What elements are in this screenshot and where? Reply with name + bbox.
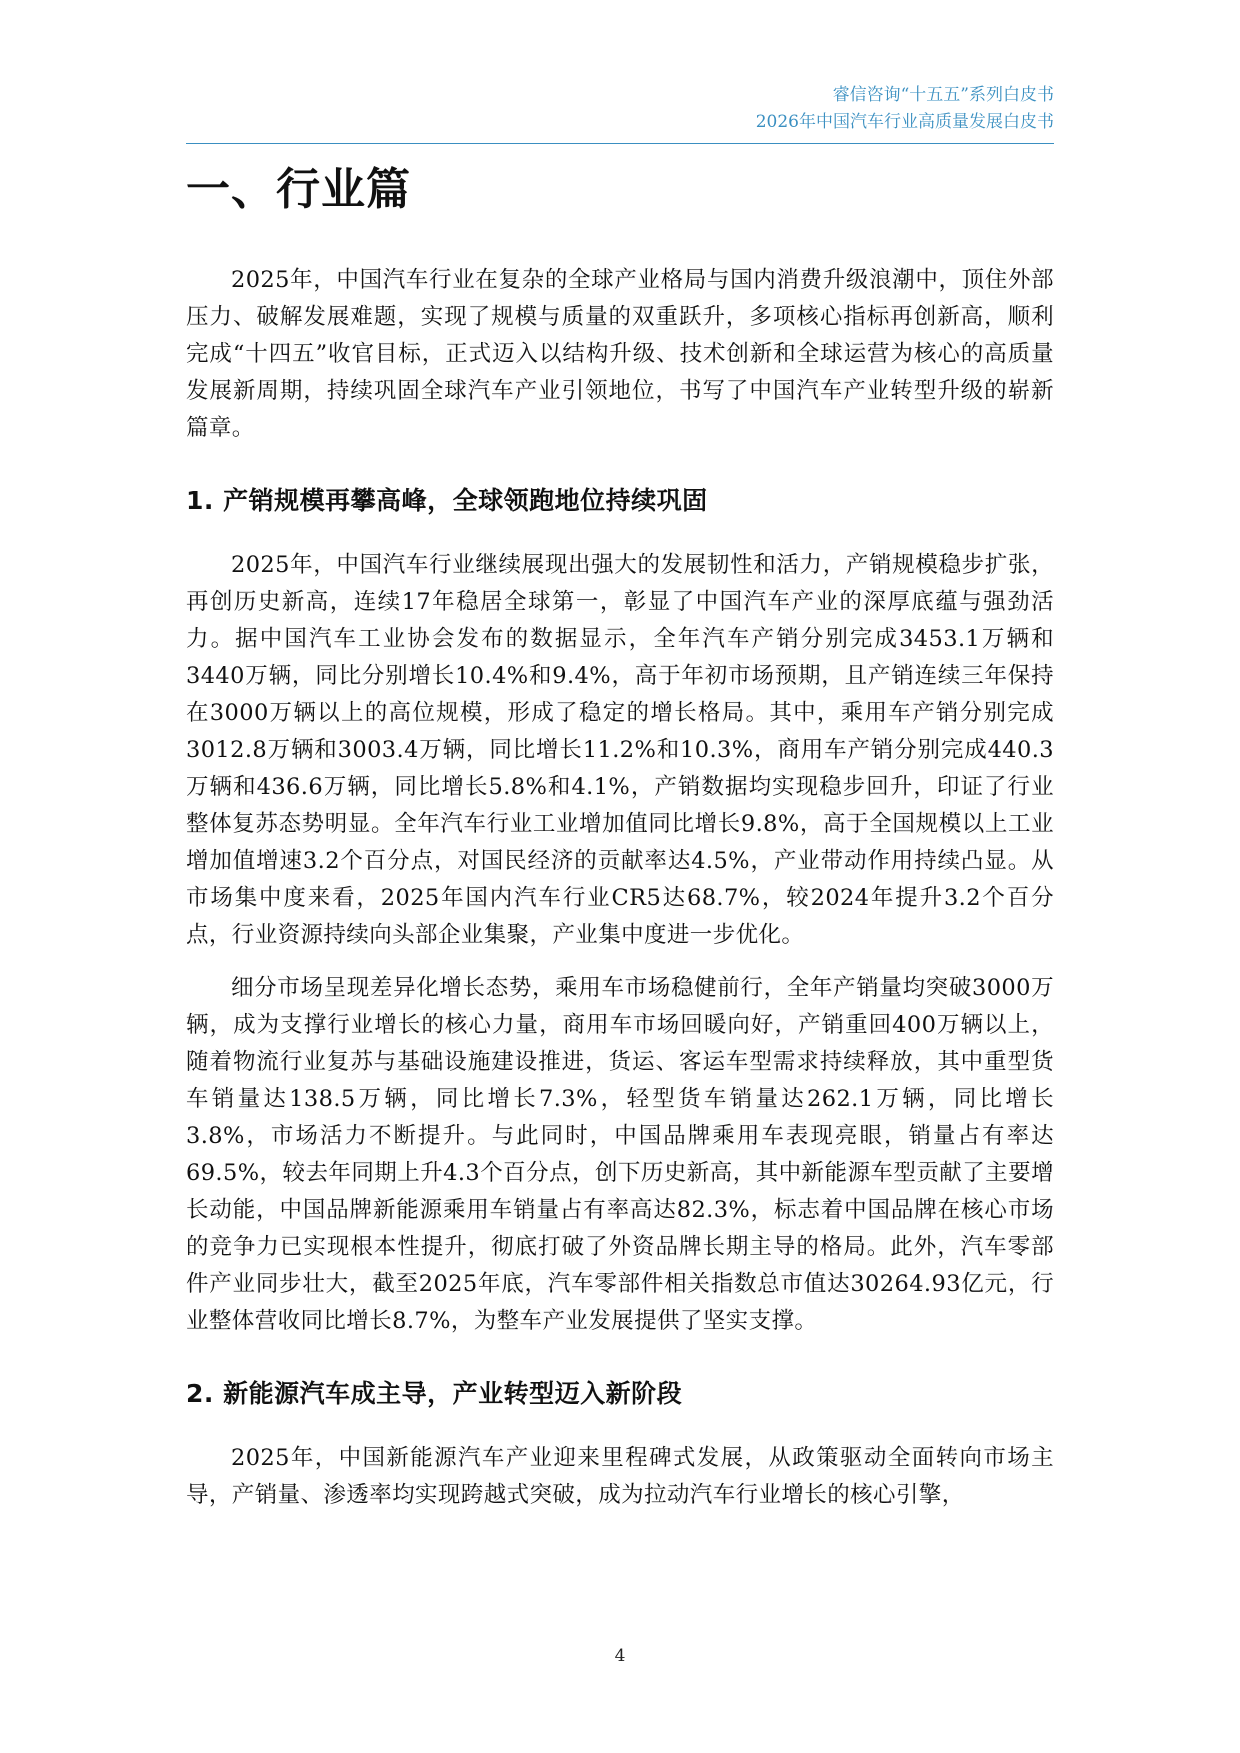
section-2-paragraph-1: 2025年，中国新能源汽车产业迎来里程碑式发展，从政策驱动全面转向市场主导，产销量、渗透率均实现跨越式突破，成为拉动汽车行业增长的核心引擎， [186,1445,1054,1508]
header-report-title: 2026年中国汽车行业高质量发展白皮书 [755,112,1054,132]
intro-paragraph: 2025年，中国汽车行业在复杂的全球产业格局与国内消费升级浪潮中，顶住外部压力、破解发展难题，实现了规模与质量的双重跃升，多项核心指标再创新高，顺利完成“十四五”收官目标，正式迈入以结构升级、技术创新和全球运营为核心的高质量发展新周期，持续巩固全球汽车产业引领地位，书写了中国汽车产业转型升级的崭新篇章。 [186,267,1054,441]
chapter-title: 一、行业篇 [186,164,411,215]
section-1-paragraph-1: 2025年，中国汽车行业继续展现出强大的发展韧性和活力，产销规模稳步扩张，再创历史新高，连续17年稳居全球第一，彰显了中国汽车产业的深厚底蕴与强劲活力。据中国汽车工业协会发布的数据显示，全年汽车产销分别完成3453.1万辆和3440万辆，同比分别增长10.4%和9.4%，高于年初市场预期，且产销连续三年保持在3000万辆以上的高位规模，形成了稳定的增长格局。其中，乘用车产销分别完成3012.8万辆和3003.4万辆，同比增长11.2%和10.3%，商用车产销分别完成440.3万辆和436.6万辆，同比增长5.8%和4.1%，产销数据均实现稳步回升，印证了行业整体复苏态势明显。全年汽车行业工业增加值同比增长9.8%，高于全国规模以上工业增加值增速3.2个百分点，对国民经济的贡献率达4.5%，产业带动作用持续凸显。从市场集中度来看，2025年国内汽车行业CR5达68.7%，较2024年提升3.2个百分点，行业资源持续向头部企业集聚，产业集中度进一步优化。 [186,552,1054,948]
page-body [186,262,1054,1514]
page-number: 4 [614,1646,626,1666]
header-series-title: 睿信咨询“十五五”系列白皮书 [832,85,1054,105]
section-1-paragraph-2: 细分市场呈现差异化增长态势，乘用车市场稳健前行，全年产销量均突破3000万辆，成为支撑行业增长的核心力量，商用车市场回暖向好，产销重回400万辆以上，随着物流行业复苏与基础设施建设推进，货运、客运车型需求持续释放，其中重型货车销量达138.5万辆，同比增长7.3%，轻型货车销量达262.1万辆，同比增长3.8%，市场活力不断提升。与此同时，中国品牌乘用车表现亮眼，销量占有率达69.5%，较去年同期上升4.3个百分点，创下历史新高，其中新能源车型贡献了主要增长动能，中国品牌新能源乘用车销量占有率高达82.3%，标志着中国品牌在核心市场的竞争力已实现根本性提升，彻底打破了外资品牌长期主导的格局。此外，汽车零部件产业同步壮大，截至2025年底，汽车零部件相关指数总市值达30264.93亿元，行业整体营收同比增长8.7%，为整车产业发展提供了坚实支撑。 [186,975,1054,1334]
running-header [186,82,1054,136]
section-1-heading: 1. 产销规模再攀高峰，全球领跑地位持续巩固 [186,486,708,515]
section-2-heading: 2. 新能源汽车成主导，产业转型迈入新阶段 [186,1379,683,1408]
header-divider [186,143,1054,144]
